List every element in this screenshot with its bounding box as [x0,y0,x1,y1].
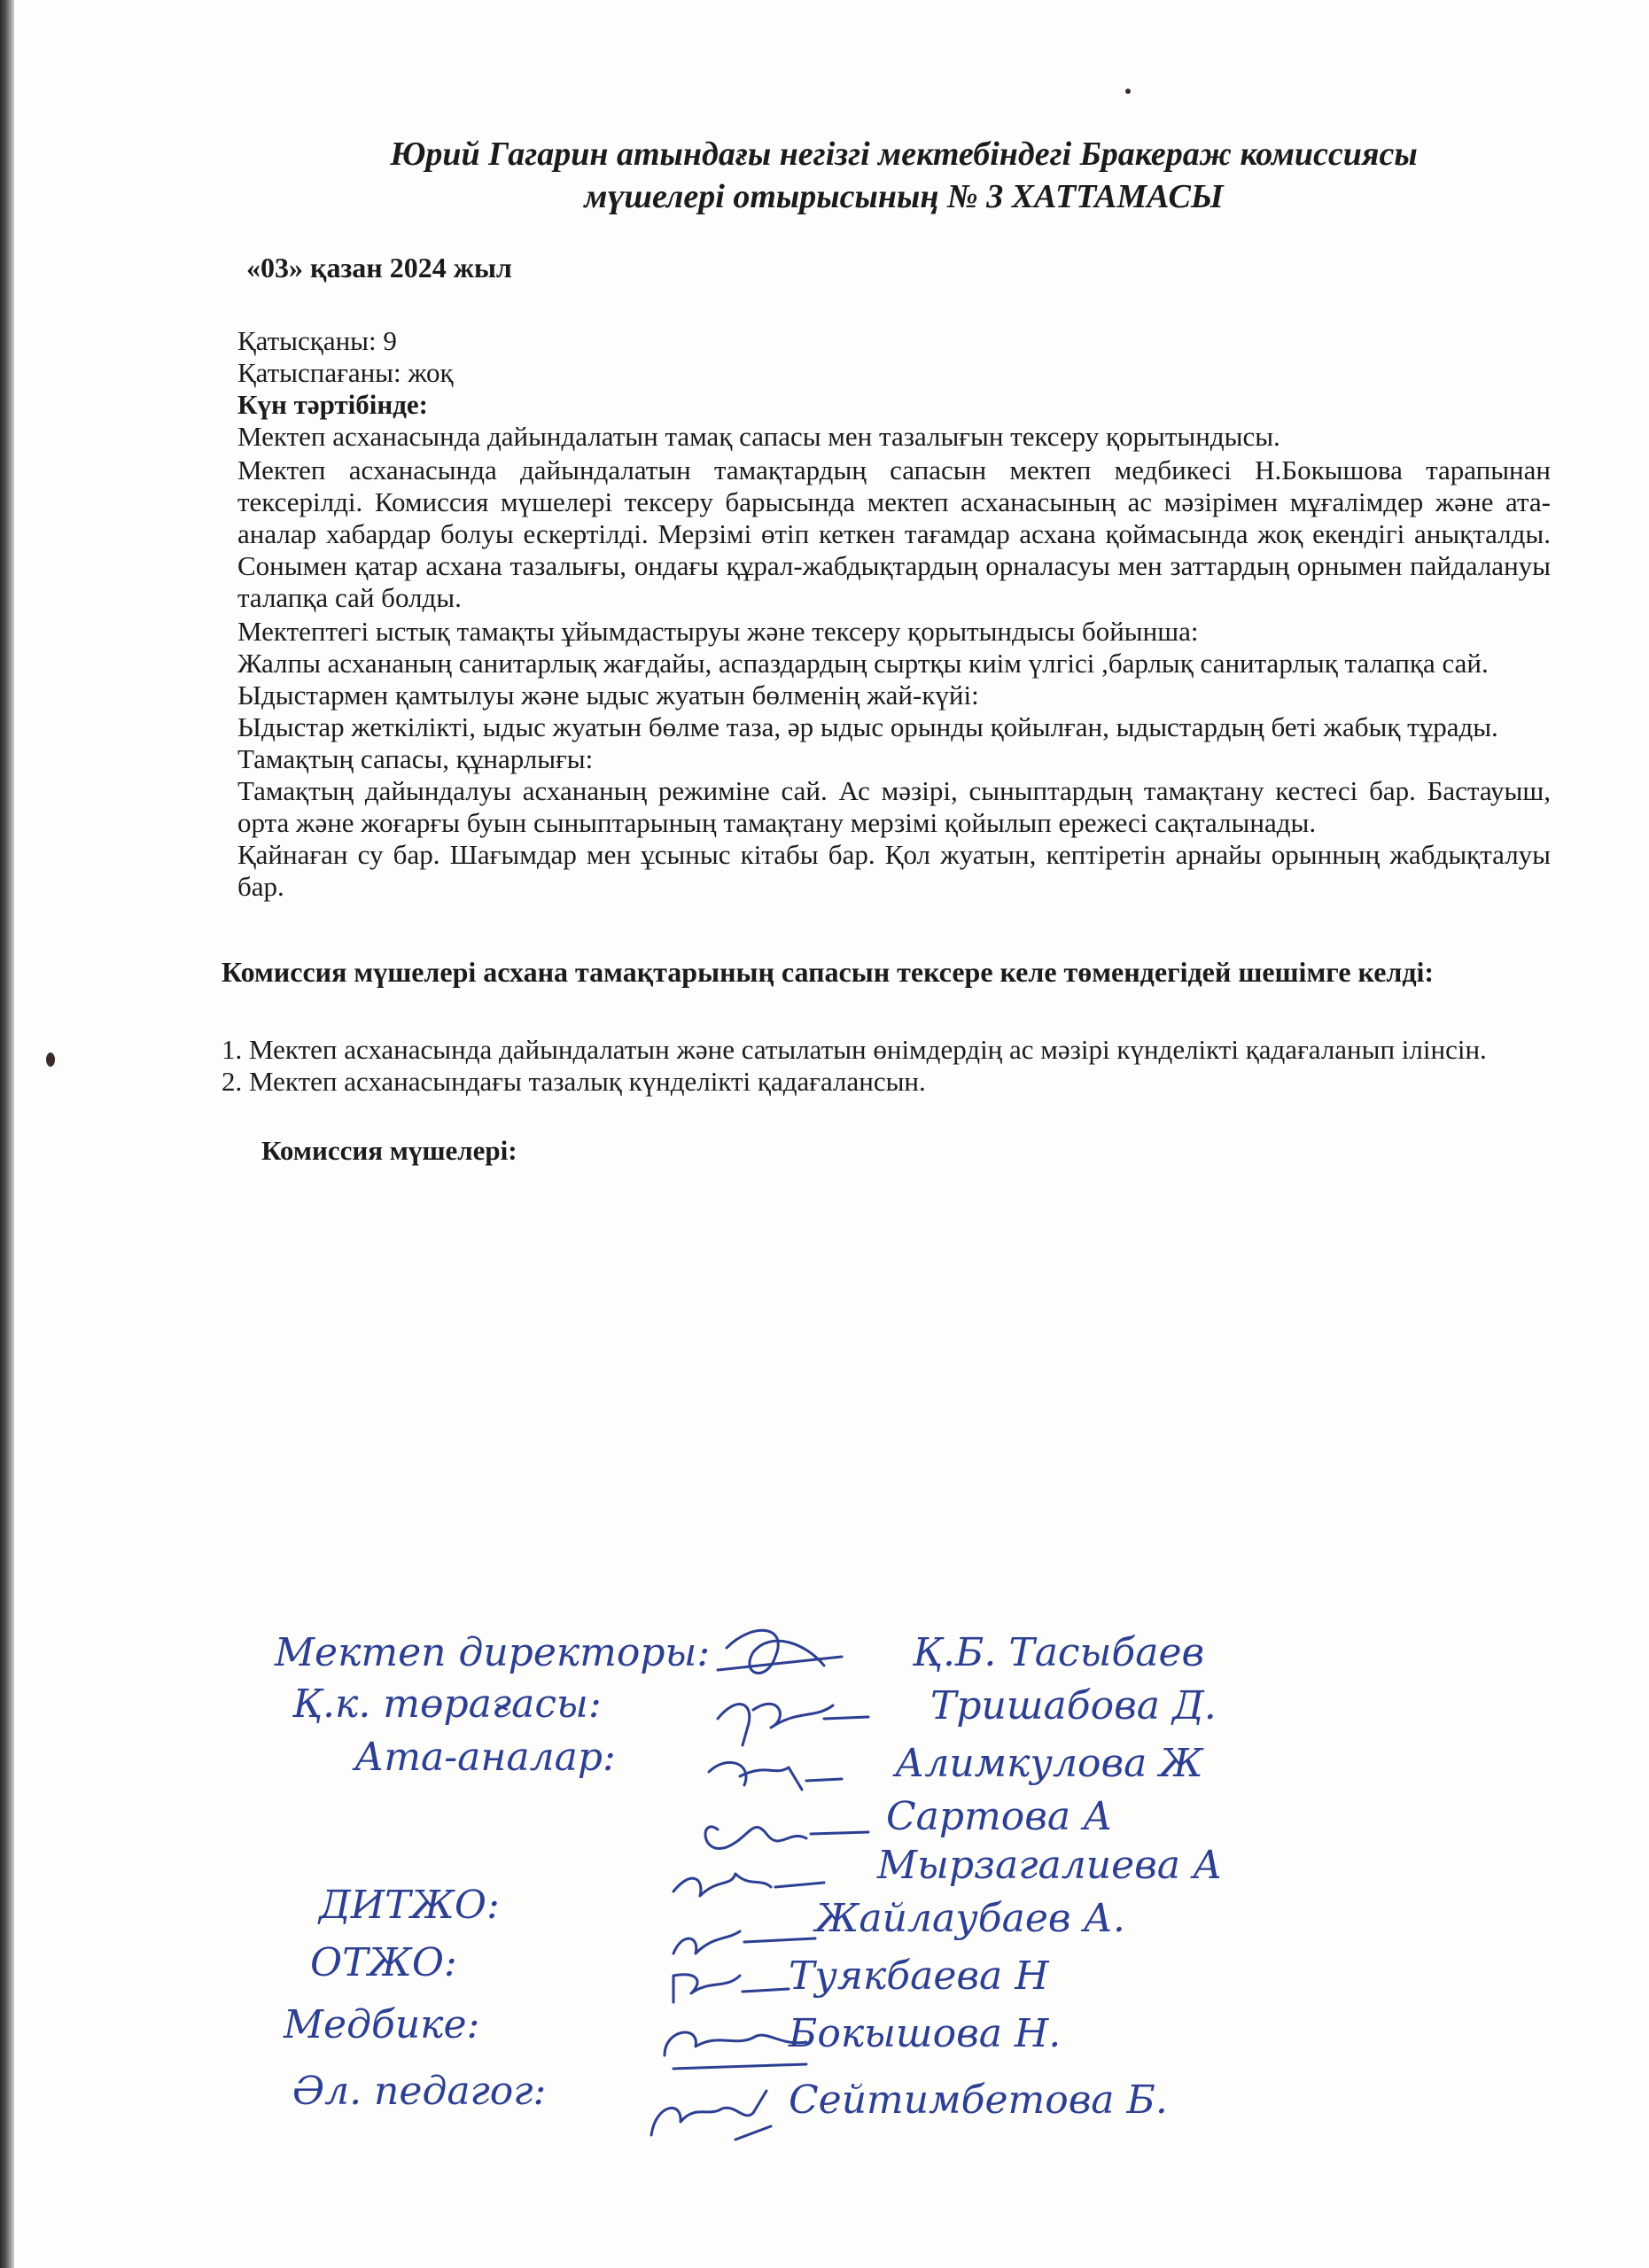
scan-speck [1125,89,1131,94]
paragraph-dishes: Ыдыстар жеткілікті, ыдыс жуатын бөлме таза, әр ыдыс орынды қойылған, ыдыстардың беті жабық тұрады. [237,711,1498,742]
handwritten-name-9: Сейтимбетова Б. [789,2078,1168,2123]
handwritten-name-5: Мырзагалиева А [877,1843,1223,1888]
attendance-present: Қатысқаны: 9 [237,325,397,356]
decision-item-1: 1. Мектеп асханасында дайындалатын және сатылатын өнімдердің ас мәзірі күнделікті қадағаланып ілінсін. [222,1034,1487,1065]
handwritten-role-director: Мектеп директоры: [275,1630,711,1675]
agenda-item: Мектеп асханасында дайындалатын тамақ сапасы мен тазалығын тексеру қорытындысы. [237,421,1280,452]
signature-scribbles [257,1621,877,2171]
document-page [222,133,1551,1167]
paragraph-hot-meals: Мектептегі ыстық тамақты ұйымдастыруы және тексеру қорытындысы бойынша: [237,616,1199,647]
handwritten-role-otzho: ОТЖО: [310,1940,457,1985]
signature-parent-3 [673,1874,824,1896]
paragraph-dishes-heading: Ыдыстармен қамтылуы және ыдыс жуатын бөлменің жай-күйі: [237,680,979,711]
decision-item-2: 2. Мектеп асханасындағы тазалық күнделікті қадағалансын. [222,1066,926,1097]
paragraph-quality: Тамақтың дайындалуы асхананың режиміне сай. Ас мәзірі, сыныптардың тамақтану кестесі бар. Бастауыш, орта және жоғарғы буын сыныптарының тамақтану мерзімі қойылып ережесі сақталынады. [237,775,1551,838]
paragraph-inspection: Мектеп асханасында дайындалатын тамақтардың сапасын мектеп медбикесі Н.Бокышова тарапынан тексерілді. Комиссия мүшелері тексеру барысында мектеп асханасының ас мәзірімен мұғалімдер және ата-аналар хабардар болуы ескертілді. Мерзімі өтіп кеткен тағамдар асхана қоймасында жоқ екендігі анықталды. Сонымен қатар асхана тазалығы, ондағы құрал-жабдықтардың орналасуы мен заттардың орнымен пайдалануы талапқа сай болды. [237,454,1551,613]
signature-ditzho [673,1931,815,1953]
handwritten-name-1: Қ.Б. Тасыбаев [913,1630,1205,1675]
decision-heading: Комиссия мүшелері асхана тамақтарының сапасын тексере келе төмендегідей шешімге келді: [222,956,1435,988]
handwritten-name-4: Сартова А [886,1794,1113,1839]
scan-speck [46,1052,55,1067]
commission-members-label: Комиссия мүшелері: [261,1135,517,1166]
handwritten-role-nurse: Медбике: [284,2002,480,2047]
attendance-absent: Қатыспағаны: жоқ [237,357,454,388]
document-title [222,133,1551,218]
handwritten-name-7: Туякбаева Н [789,1953,1049,1999]
handwritten-name-8: Бокышова Н. [789,2011,1062,2056]
handwritten-name-6: Жайлаубаев А. [815,1896,1125,1941]
paragraph-facilities: Қайнаған су бар. Шағымдар мен ұсыныс кітабы бар. Қол жуатын, кептіретін арнайы орынның жабдықталуы бар. [237,839,1551,902]
signature-otzho [673,1975,789,2002]
signature-nurse [665,2032,806,2069]
handwritten-signatures [257,1621,1365,2171]
handwritten-role-social-teacher: Әл. педагог: [292,2069,547,2114]
handwritten-role-chair: Қ.к. төрағасы: [292,1682,602,1727]
handwritten-role-parents: Ата-аналар: [354,1735,616,1780]
paragraph-sanitary: Жалпы асхананың санитарлық жағдайы, аспаздардың сыртқы киім үлгісі ,барлық санитарлық талапқа сай. [237,648,1489,679]
title-line-2: мүшелері отырысының № 3 ХАТТАМАСЫ [584,178,1224,215]
signature-director [718,1630,842,1673]
signature-parent-1 [709,1762,842,1790]
document-date: «03» қазан 2024 жыл [246,252,512,284]
agenda-heading: Күн тәртібінде: [237,389,428,420]
handwritten-role-ditzho: ДИТЖО: [319,1883,500,1928]
signature-parent-2 [705,1827,868,1849]
handwritten-name-3: Алимкулова Ж [895,1741,1203,1786]
title-line-1: Юрий Гагарин атындағы негізгі мектебіндегі Бракераж комиссиясы [390,136,1418,173]
signature-social-teacher [651,2091,771,2140]
handwritten-name-2: Тришабова Д. [930,1683,1217,1728]
paragraph-quality-heading: Тамақтың сапасы, құнарлығы: [237,743,594,774]
scan-edge-shadow [0,0,14,2268]
signature-chair [718,1704,868,1745]
